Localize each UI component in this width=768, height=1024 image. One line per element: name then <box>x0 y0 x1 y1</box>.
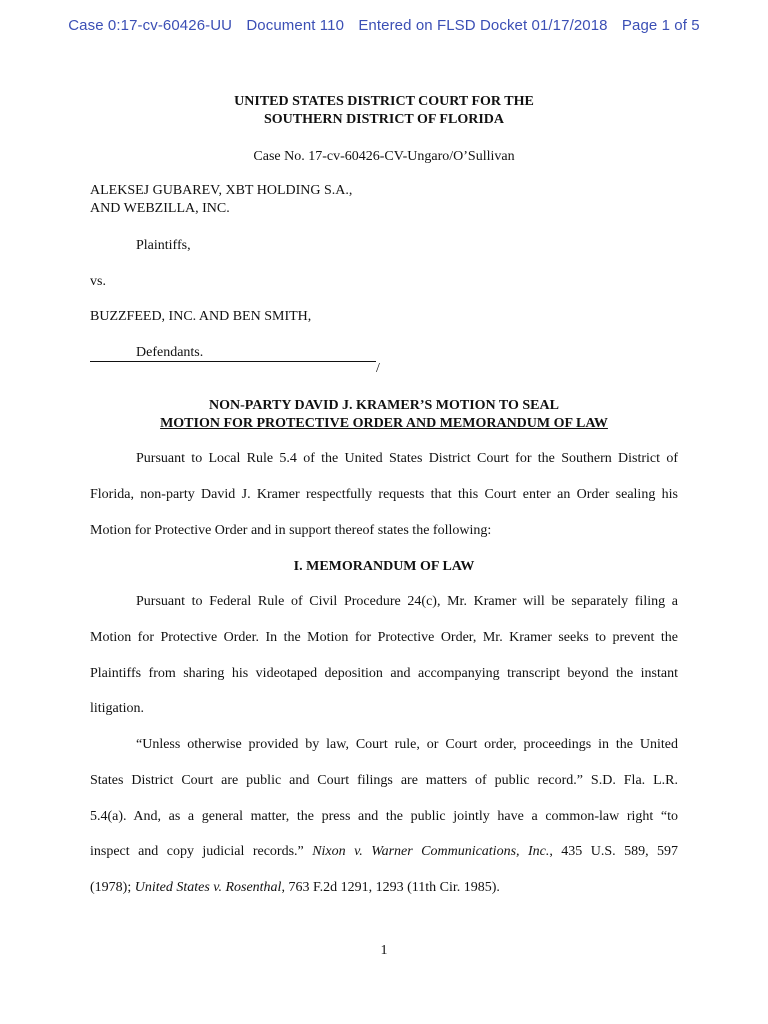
plaintiffs-label: Plaintiffs, <box>136 238 191 253</box>
defendants-label: Defendants. <box>136 345 204 360</box>
plaintiffs-names <box>90 182 352 218</box>
court-heading <box>0 93 768 129</box>
intro-line3: Motion for Protective Order and in support thereof states the following: <box>90 522 492 538</box>
para2-line4-cite: , 435 U.S. 589, 597 <box>549 844 679 860</box>
case-citation-nixon: Nixon v. Warner Communications, Inc. <box>312 844 550 860</box>
case-number: Case No. 17-cv-60426-CV-Ungaro/O’Sullivan <box>253 149 515 164</box>
intro-line1: Pursuant to Local Rule 5.4 of the United States District Court for the Southern District of <box>136 451 678 466</box>
court-heading-line1: UNITED STATES DISTRICT COURT FOR THE <box>234 94 534 109</box>
para2-line5-year: (1978); <box>90 880 132 896</box>
defendants-names: BUZZFEED, INC. AND BEN SMITH, <box>90 309 312 324</box>
para2-line1: “Unless otherwise provided by law, Court rule, or Court order, proceedings in the United <box>136 737 678 752</box>
para2-line3: 5.4(a). And, as a general matter, the press and the public jointly have a common-law right “to <box>90 808 678 824</box>
docket-entered-date: Entered on FLSD Docket 01/17/2018 <box>358 17 608 34</box>
intro-line2: Florida, non-party David J. Kramer respectfully requests that this Court enter an Order sealing his <box>90 486 678 502</box>
caption-slash: / <box>376 361 380 376</box>
docket-case-number: Case 0:17-cv-60426-UU <box>68 17 233 34</box>
para1-line4: litigation. <box>90 701 145 717</box>
para1-line3: Plaintiffs from sharing his videotaped deposition and accompanying transcript beyond the instant <box>90 665 678 681</box>
memorandum-paragraph-1 <box>90 584 678 727</box>
court-heading-line2: SOUTHERN DISTRICT OF FLORIDA <box>264 112 504 127</box>
intro-paragraph <box>90 441 678 548</box>
plaintiffs-line1: ALEKSEJ GUBAREV, XBT HOLDING S.A., <box>90 183 353 198</box>
para1-line2: Motion for Protective Order. In the Motion for Protective Order, Mr. Kramer seeks to prevent the <box>90 629 678 645</box>
motion-title-line2: MOTION FOR PROTECTIVE ORDER AND MEMORANDUM OF LAW <box>160 416 608 431</box>
para2-line4 <box>90 834 678 870</box>
plaintiffs-line2: AND WEBZILLA, INC. <box>90 201 230 216</box>
motion-title <box>0 397 768 433</box>
caption-divider-line <box>90 361 376 362</box>
para2-line4-text: inspect and copy judicial records.” <box>90 844 304 860</box>
motion-title-line1: NON-PARTY DAVID J. KRAMER’S MOTION TO SEAL <box>209 398 559 413</box>
para1-line1: Pursuant to Federal Rule of Civil Procedure 24(c), Mr. Kramer will be separately filing a <box>136 594 678 609</box>
docket-header <box>0 17 768 34</box>
section-heading: I. MEMORANDUM OF LAW <box>293 559 475 574</box>
para2-line5-cite: , 763 F.2d 1291, 1293 (11th Cir. 1985). <box>281 880 500 896</box>
docket-page-count: Page 1 of 5 <box>621 17 700 34</box>
page-number: 1 <box>380 943 388 958</box>
versus: vs. <box>90 274 106 289</box>
para2-line2: States District Court are public and Court filings are matters of public record.” S.D. Fla. L.R. <box>90 772 678 788</box>
para2-line5 <box>90 870 678 906</box>
memorandum-paragraph-2 <box>90 727 678 906</box>
case-citation-rosenthal: United States v. Rosenthal <box>134 880 282 896</box>
docket-document-number: Document 110 <box>246 17 345 34</box>
